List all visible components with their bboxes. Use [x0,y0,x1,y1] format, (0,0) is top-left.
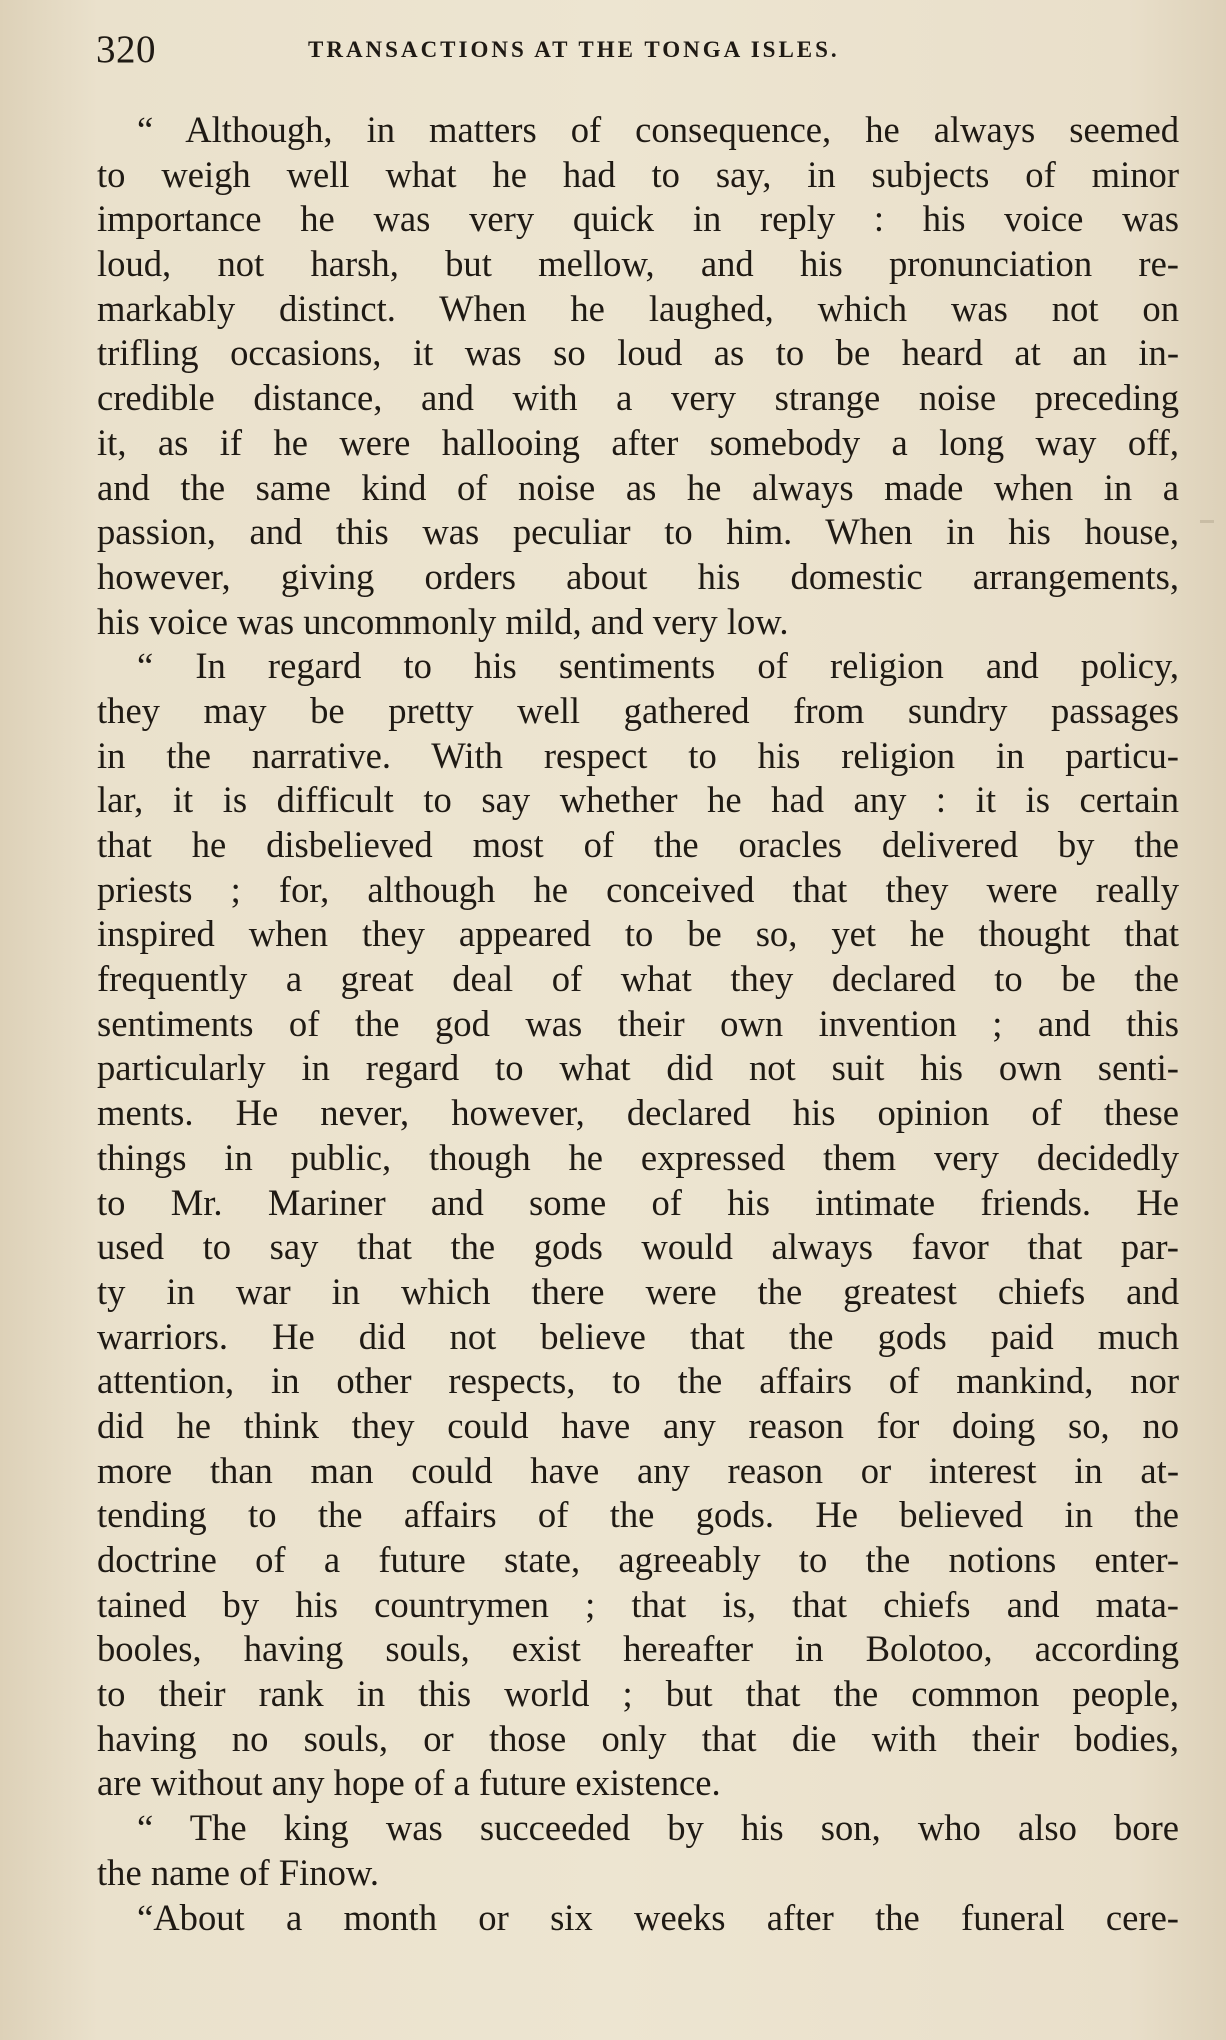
margin-mark [1200,520,1214,523]
text-line: trifling occasions, it was so loud as to be heard at an in- [97,332,1179,374]
text-line: the name of Finow. [97,1851,380,1893]
text-line: and the same kind of noise as he always made when in a [97,466,1179,508]
page-header [96,28,1176,72]
text-line: “ Although, in matters of consequence, he always seemed [137,109,1179,150]
text-line: his voice was uncommonly mild, and very low. [97,600,789,642]
text-line: did he think they could have any reason for doing so, no [97,1404,1179,1446]
text-line: priests ; for, although he conceived that they were really [97,868,1179,910]
text-line: to Mr. Mariner and some of his intimate friends. He [97,1181,1179,1223]
text-line: in the narrative. With respect to his religion in particu- [97,734,1179,776]
text-line: “ In regard to his sentiments of religion and policy, [137,645,1179,687]
text-line: ments. He never, however, declared his opinion of these [97,1092,1179,1134]
text-line: to their rank in this world ; but that the common people, [97,1673,1179,1715]
text-line: “About a month or six weeks after the funeral cere- [137,1896,1179,1938]
text-line: inspired when they appeared to be so, yet he thought that [97,913,1179,955]
text-line: “ The king was succeeded by his son, who also bore [137,1807,1179,1849]
text-line: doctrine of a future state, agreeably to the notions enter- [97,1539,1179,1580]
text-line: they may be pretty well gathered from sundry passages [97,689,1179,731]
text-line: warriors. He did not believe that the gods paid much [97,1315,1179,1357]
text-line: loud, not harsh, but mellow, and his pronunciation re- [97,243,1179,285]
text-line: particularly in regard to what did not suit his own senti- [97,1047,1179,1089]
text-line: to weigh well what he had to say, in subjects of minor [97,153,1179,195]
text-line: however, giving orders about his domestic arrangements, [97,555,1179,597]
text-line: credible distance, and with a very strange noise preceding [97,377,1179,419]
text-line: booles, having souls, exist hereafter in Bolotoo, according [97,1628,1179,1670]
text-line: things in public, though he expressed them very decidedly [97,1136,1179,1178]
text-line: tained by his countrymen ; that is, that chiefs and mata- [97,1583,1179,1625]
text-line: tending to the affairs of the gods. He believed in the [97,1494,1179,1536]
text-line: more than man could have any reason or interest in at- [97,1449,1179,1491]
running-title: TRANSACTIONS AT THE TONGA ISLES. [308,37,840,62]
text-line: are without any hope of a future existence. [97,1762,721,1804]
page-number: 320 [96,28,156,71]
text-line: importance he was very quick in reply : his voice was [97,198,1179,240]
text-line: used to say that the gods would always favor that par- [97,1226,1179,1268]
text-line: lar, it is difficult to say whether he had any : it is certain [97,779,1179,821]
body-text [97,108,1179,1940]
text-line: ty in war in which there were the greatest chiefs and [97,1270,1179,1312]
text-line: passion, and this was peculiar to him. When in his house, [97,511,1179,553]
text-line: that he disbelieved most of the oracles delivered by the [97,824,1179,865]
text-line: sentiments of the god was their own invention ; and this [97,1002,1179,1044]
text-line: having no souls, or those only that die with their bodies, [97,1717,1179,1759]
text-line: it, as if he were hallooing after somebody a long way off, [97,421,1179,463]
text-line: frequently a great deal of what they declared to be the [97,958,1179,1000]
text-line: attention, in other respects, to the affairs of mankind, nor [97,1360,1179,1402]
text-line: markably distinct. When he laughed, which was not on [97,287,1179,329]
